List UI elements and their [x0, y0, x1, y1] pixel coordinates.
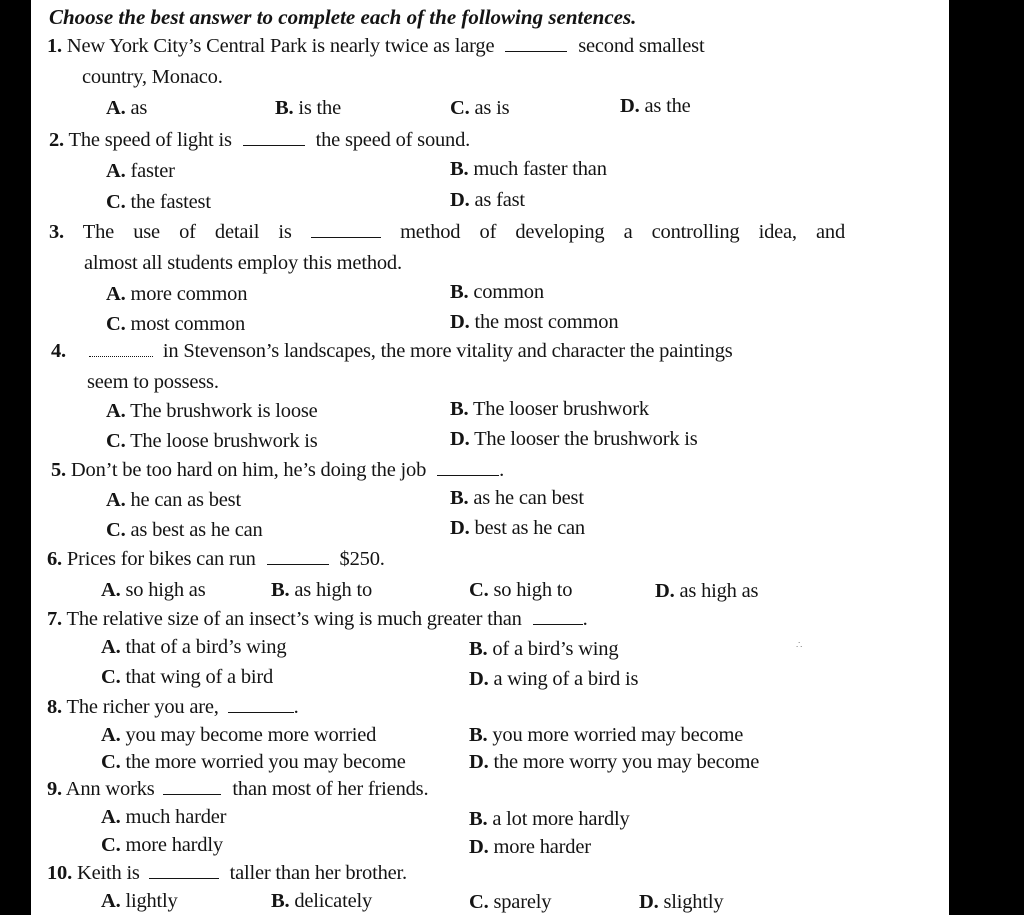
option-letter: D. [450, 428, 470, 450]
question-1-option-d [620, 93, 691, 119]
question-7 [47, 606, 588, 632]
option-text: he can as best [130, 489, 241, 511]
answer-blank [311, 220, 381, 238]
question-text: in Stevenson’s landscapes, the more vitality and character the paintings [162, 340, 733, 362]
question-text: . [582, 608, 588, 630]
question-9-option-c [101, 832, 223, 858]
question-9-option-d [469, 834, 591, 860]
option-text: a wing of a bird is [493, 668, 639, 690]
option-letter: A. [106, 160, 126, 182]
question-7-option-d [469, 666, 638, 692]
option-letter: A. [101, 636, 121, 658]
option-letter: C. [106, 430, 126, 452]
option-letter: C. [106, 191, 126, 213]
option-letter: C. [106, 313, 126, 335]
question-9-option-b [469, 806, 630, 832]
question-7-option-b [469, 636, 618, 662]
option-text: best as he can [474, 517, 585, 539]
question-text: Prices for bikes can run [66, 548, 256, 570]
option-letter: D. [620, 95, 640, 117]
option-text: as best as he can [130, 519, 263, 541]
option-text: is the [298, 97, 341, 119]
option-text: of a bird’s wing [492, 638, 619, 660]
option-letter: D. [469, 668, 489, 690]
option-text: a lot more hardly [492, 808, 630, 830]
question-5-option-b [450, 485, 584, 511]
question-8-option-a [101, 722, 376, 748]
question-4-continuation: seem to possess. [87, 371, 219, 393]
option-text: delicately [294, 890, 373, 912]
question-text: second smallest [578, 35, 705, 57]
question-number: 9. [47, 778, 62, 800]
question-2-option-a [106, 158, 175, 184]
question-number: 7. [47, 608, 62, 630]
answer-blank [267, 547, 329, 565]
instructions-heading: Choose the best answer to complete each of the following sentences. [49, 5, 637, 29]
option-text: The looser the brushwork is [474, 428, 698, 450]
option-text: as high as [679, 580, 759, 602]
question-5-option-a [106, 487, 241, 513]
question-3-option-a [106, 281, 247, 307]
question-text: method of developing a controlling idea, and [400, 221, 846, 243]
option-text: the most common [474, 311, 619, 333]
question-text: The relative size of an insect’s wing is much greater than [66, 608, 522, 630]
question-4-option-c [106, 428, 318, 454]
option-text: faster [130, 160, 175, 182]
option-letter: D. [450, 311, 470, 333]
scan-speck: ∴ [796, 640, 803, 651]
option-text: the fastest [130, 191, 211, 213]
option-letter: B. [450, 487, 469, 509]
option-letter: C. [450, 97, 470, 119]
option-text: The brushwork is loose [130, 400, 318, 422]
option-letter: C. [101, 834, 121, 856]
question-5-option-d [450, 515, 585, 541]
question-7-option-c [101, 664, 273, 690]
question-1-option-b [275, 95, 341, 121]
option-text: the more worry you may become [493, 751, 760, 773]
option-text: as high to [294, 579, 373, 601]
option-letter: D. [450, 189, 470, 211]
answer-blank [437, 458, 499, 476]
question-text: The speed of light is [68, 129, 232, 151]
question-1-option-a [106, 95, 147, 121]
option-text: slightly [663, 891, 724, 913]
option-text: much faster than [473, 158, 607, 180]
option-text: as the [644, 95, 691, 117]
question-2 [49, 127, 470, 153]
question-number: 5. [51, 459, 66, 481]
question-4-option-d [450, 426, 698, 452]
question-4-option-a [106, 398, 318, 424]
question-3-option-d [450, 309, 618, 335]
question-text: Don’t be too hard on him, he’s doing the job [70, 459, 427, 481]
option-letter: C. [469, 891, 489, 913]
option-text: that of a bird’s wing [125, 636, 287, 658]
question-5 [51, 457, 504, 483]
question-6-option-c [469, 577, 572, 603]
question-text: than most of her friends. [232, 778, 429, 800]
question-9-option-a [101, 804, 226, 830]
question-3-continuation: almost all students employ this method. [84, 252, 402, 274]
answer-blank [533, 607, 583, 625]
answer-blank [149, 861, 219, 879]
question-8 [47, 694, 299, 720]
question-10-option-c [469, 889, 551, 915]
option-letter: B. [469, 724, 488, 746]
option-text: common [473, 281, 544, 303]
question-text: The use of detail is [82, 221, 292, 243]
question-8-option-b [469, 722, 743, 748]
answer-blank [89, 339, 153, 357]
question-number: 1. [47, 35, 62, 57]
answer-blank [163, 777, 221, 795]
option-letter: B. [469, 808, 488, 830]
answer-blank [505, 34, 567, 52]
question-text: Keith is [76, 862, 140, 884]
option-letter: D. [469, 836, 489, 858]
question-number: 6. [47, 548, 62, 570]
question-text: $250. [339, 548, 385, 570]
option-letter: A. [106, 97, 126, 119]
option-letter: D. [655, 580, 675, 602]
question-9 [47, 776, 428, 802]
option-text: more common [130, 283, 248, 305]
question-1-option-c [450, 95, 509, 121]
question-4 [51, 338, 733, 364]
question-2-option-c [106, 189, 211, 215]
option-text: most common [130, 313, 246, 335]
option-text: much harder [125, 806, 227, 828]
option-letter: C. [106, 519, 126, 541]
question-2-option-b [450, 156, 607, 182]
question-5-option-c [106, 517, 263, 543]
answer-blank [243, 128, 305, 146]
question-6-option-d [655, 578, 758, 604]
option-text: the more worried you may become [125, 751, 406, 773]
option-letter: A. [101, 890, 121, 912]
option-text: The looser brushwork [472, 398, 649, 420]
option-letter: B. [450, 158, 469, 180]
question-1-continuation: country, Monaco. [82, 66, 223, 88]
question-text: the speed of sound. [315, 129, 471, 151]
option-text: you may become more worried [125, 724, 377, 746]
option-text: more hardly [125, 834, 223, 856]
option-text: as [130, 97, 148, 119]
option-letter: C. [101, 666, 121, 688]
question-number: 10. [47, 862, 73, 884]
option-text: lightly [125, 890, 178, 912]
question-text: taller than her brother. [229, 862, 407, 884]
question-10-option-a [101, 888, 178, 914]
option-letter: A. [106, 400, 126, 422]
question-4-option-b [450, 396, 649, 422]
answer-blank [228, 695, 294, 713]
question-3-option-b [450, 279, 544, 305]
question-number: 8. [47, 696, 62, 718]
option-letter: C. [469, 579, 489, 601]
option-text: more harder [493, 836, 591, 858]
question-10 [47, 860, 407, 886]
question-10-option-b [271, 888, 372, 914]
question-text: . [293, 696, 299, 718]
option-letter: B. [450, 398, 469, 420]
option-text: as is [474, 97, 510, 119]
question-6 [47, 546, 385, 572]
option-text: so high as [125, 579, 206, 601]
question-text: New York City’s Central Park is nearly twice as large [66, 35, 495, 57]
question-text: Ann works [65, 778, 155, 800]
option-letter: B. [469, 638, 488, 660]
question-number: 3. [49, 221, 64, 243]
question-3-option-c [106, 311, 245, 337]
question-7-option-a [101, 634, 286, 660]
option-letter: D. [450, 517, 470, 539]
option-letter: D. [469, 751, 489, 773]
question-text: The richer you are, [66, 696, 219, 718]
question-8-option-d [469, 749, 759, 775]
option-text: so high to [493, 579, 573, 601]
option-text: that wing of a bird [125, 666, 274, 688]
option-letter: B. [271, 579, 290, 601]
option-letter: B. [271, 890, 290, 912]
option-letter: A. [101, 806, 121, 828]
option-text: sparely [493, 891, 552, 913]
question-text: . [499, 459, 505, 481]
option-letter: A. [106, 283, 126, 305]
question-8-option-c [101, 749, 406, 775]
question-2-option-d [450, 187, 525, 213]
question-number: 2. [49, 129, 64, 151]
option-letter: B. [450, 281, 469, 303]
question-6-option-a [101, 577, 205, 603]
question-3 [49, 219, 845, 245]
option-letter: B. [275, 97, 294, 119]
option-letter: C. [101, 751, 121, 773]
option-text: you more worried may become [492, 724, 744, 746]
option-letter: A. [106, 489, 126, 511]
option-text: as fast [474, 189, 525, 211]
question-10-option-d [639, 889, 723, 915]
option-letter: A. [101, 724, 121, 746]
question-number: 4. [51, 340, 66, 362]
option-text: The loose brushwork is [130, 430, 318, 452]
option-letter: A. [101, 579, 121, 601]
option-letter: D. [639, 891, 659, 913]
question-1 [47, 33, 704, 59]
option-text: as he can best [473, 487, 584, 509]
question-6-option-b [271, 577, 372, 603]
worksheet-page [31, 0, 949, 915]
